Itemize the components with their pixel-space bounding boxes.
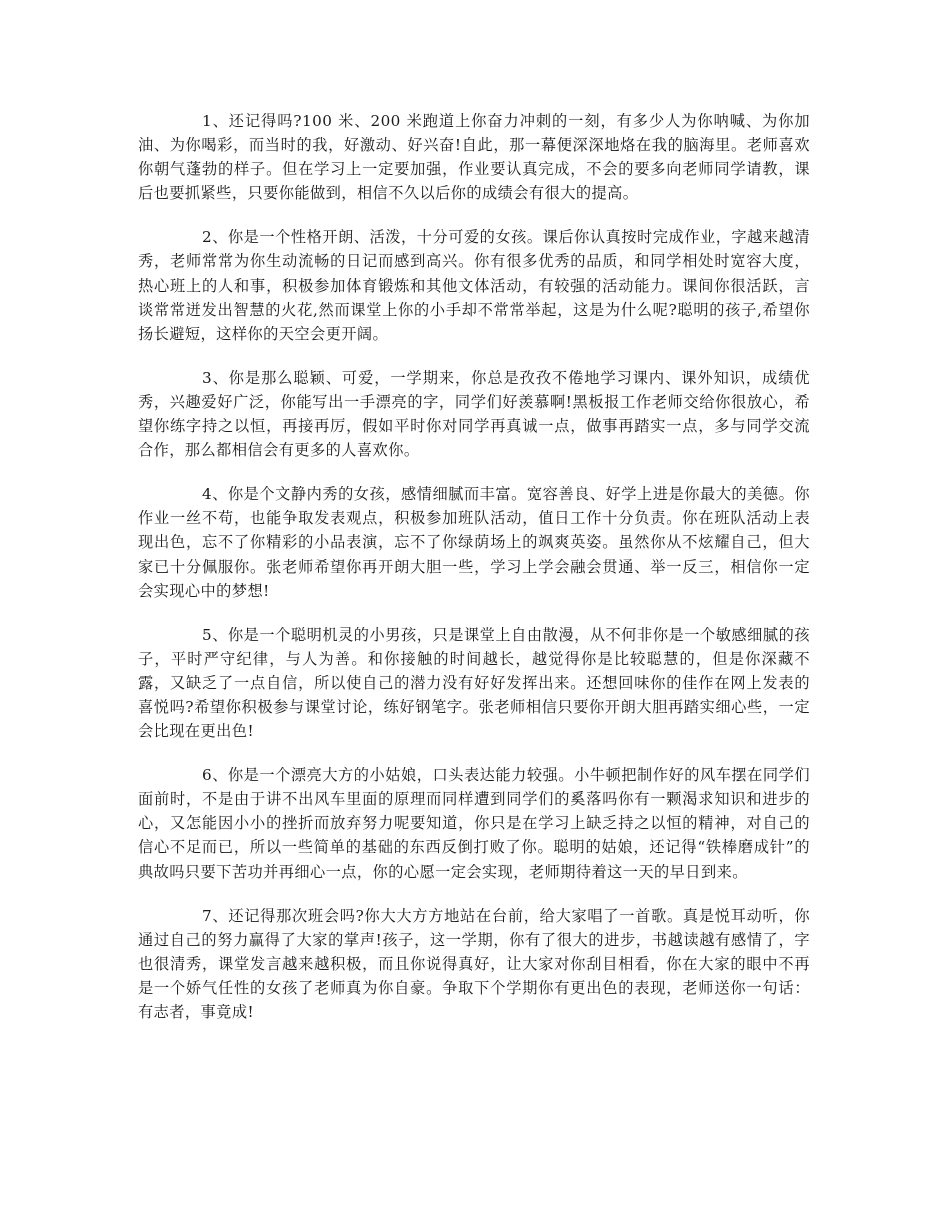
- comment-paragraph-5: 5、你是一个聪明机灵的小男孩，只是课堂上自由散漫，从不何非你是一个敏感细腻的孩子，平时严守纪律，与人为善。和你接触的时间越长，越觉得你是比较聪慧的，但是你深藏不露，又缺乏了一点自信，所以使自己的潜力没有好好发挥出来。还想回味你的佳作在网上发表的喜悦吗?希望你积极参与课堂讨论，练好钢笔字。张老师相信只要你开朗大胆再踏实细心些，一定会比现在更出色!: [138, 625, 810, 741]
- comment-paragraph-7: 7、还记得那次班会吗?你大大方方地站在台前，给大家唱了一首歌。真是悦耳动听，你通过自己的努力赢得了大家的掌声!孩子，这一学期，你有了很大的进步，书越读越有感情了，字也很清秀，课堂发言越来越积极，而且你说得真好，让大家对你刮目相看，你在大家的眼中不再是一个娇气任性的女孩了老师真为你自豪。争取下个学期你有更出色的表现，老师送你一句话：有志者，事竟成!: [138, 906, 810, 1021]
- comment-paragraph-3: 3、你是那么聪颖、可爱，一学期来，你总是孜孜不倦地学习课内、课外知识，成绩优秀，兴趣爱好广泛，你能写出一手漂亮的字，同学们好羡慕啊!黑板报工作老师交给你很放心，希望你练字持之以恒，再接再厉，假如平时你对同学再真诚一点，做事再踏实一点，多与同学交流合作，那么都相信会有更多的人喜欢你。: [138, 368, 810, 460]
- comment-paragraph-1: 1、还记得吗?100 米、200 米跑道上你奋力冲刺的一刻，有多少人为你呐喊、为你加油、为你喝彩，而当时的我，好激动、好兴奋!自此，那一幕便深深地烙在我的脑海里。老师喜欢你朝气蓬勃的样子。但在学习上一定要加强，作业要认真完成，不会的要多向老师同学请教，课后也要抓紧些，只要你能做到，相信不久以后你的成绩会有很大的提高。: [138, 112, 810, 203]
- comment-paragraph-4: 4、你是个文静内秀的女孩，感情细腻而丰富。宽容善良、好学上进是你最大的美德。你作业一丝不苟，也能争取发表观点，积极参加班队活动，值日工作十分负责。你在班队活动上表现出色，忘不了你精彩的小品表演，忘不了你绿荫场上的飒爽英姿。虽然你从不炫耀自己，但大家已十分佩服你。张老师希望你再开朗大胆一些，学习上学会融会贯通、举一反三，相信你一定会实现心中的梦想!: [138, 485, 810, 600]
- comment-paragraph-6: 6、你是一个漂亮大方的小姑娘，口头表达能力较强。小牛顿把制作好的风车摆在同学们面前时，不是由于讲不出风车里面的原理而同样遭到同学们的奚落吗你有一颗渴求知识和进步的心，又怎能因小小的挫折而放弃努力呢要知道，你只是在学习上缺乏持之以恒的精神，对自己的信心不足而已，所以一些简单的基础的东西反倒打败了你。聪明的姑娘，还记得“铁棒磨成针”的典故吗只要下苦功并再细心一点，你的心愿一定会实现，老师期待着这一天的早日到来。: [138, 766, 810, 881]
- document-body: [138, 109, 810, 1044]
- comment-paragraph-2: 2、你是一个性格开朗、活泼，十分可爱的女孩。课后你认真按时完成作业，字越来越清秀，老师常常为你生动流畅的日记而感到高兴。你有很多优秀的品质，和同学相处时宽容大度，热心班上的人和事，积极参加体育锻炼和其他文体活动，有较强的活动能力。课间你很活跃，言谈常常迸发出智慧的火花,然而课堂上你的小手却不常常举起，这是为什么呢?聪明的孩子,希望你扬长避短，这样你的天空会更开阔。: [138, 228, 810, 343]
